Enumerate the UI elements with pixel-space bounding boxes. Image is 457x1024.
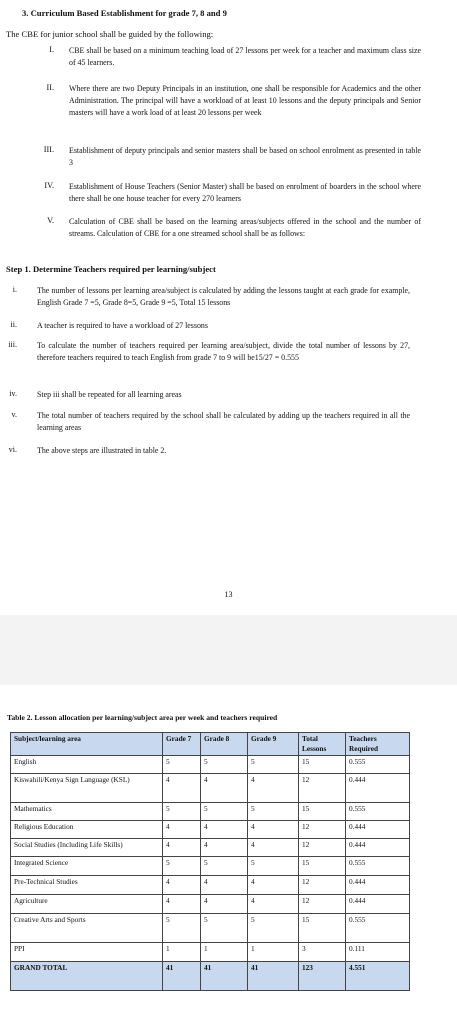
step-item-number: iv. [9,389,17,398]
step-title: Step 1. Determine Teachers required per learning/subject [6,264,216,274]
page-number: 13 [224,590,233,599]
grade7-cell: 4 [163,774,201,803]
column-header: Grade 8 [201,733,248,756]
grade7-cell: 4 [163,876,201,895]
grade8-total-cell: 41 [201,962,248,991]
table-title: Table 2. Lesson allocation per learning/subject area per week and teachers required [7,713,278,722]
table-header-row [11,733,410,756]
teachers-required-cell: 0.555 [346,803,410,821]
column-header: Teachers Required [346,733,410,756]
teachers-required-cell: 0.444 [346,774,410,803]
roman-item-text: CBE shall be based on a minimum teaching load of 27 lessons per week for a teacher and maximum class size of 45 learners. [69,46,421,68]
column-header: Total Lessons [299,733,346,756]
column-header: Subject/learning area [11,733,163,756]
roman-item-number: V. [47,216,54,225]
subject-cell: Agriculture [11,895,163,914]
total-lessons-cell: 12 [299,839,346,857]
roman-item-number: II. [46,83,54,92]
teachers-required-cell: 0.555 [346,914,410,943]
grade8-cell: 1 [201,943,248,962]
section-title: 3. Curriculum Based Establishment for grade 7, 8 and 9 [22,8,227,18]
roman-item-text: Establishment of deputy principals and senior masters shall be based on school enrolment as presented in table 3 [69,146,421,168]
grade8-cell: 4 [201,876,248,895]
teachers-required-cell: 0.555 [346,756,410,774]
grade9-total-cell: 41 [248,962,299,991]
step-item-text: A teacher is required to have a workload of 27 lessons [37,321,208,330]
step-item-number: iii. [8,340,17,349]
grade9-cell: 4 [248,821,299,839]
grade8-cell: 4 [201,839,248,857]
column-header: Grade 7 [163,733,201,756]
step-item-text: The number of lessons per learning area/subject is calculated by adding the lessons taught at each grade for example, English Grade 7 =5, Grade 8=5, Grade 9 =5, Total 15 lessons [37,286,410,308]
step-item-text: Step iii shall be repeated for all learning areas [37,390,182,399]
grade9-cell: 4 [248,774,299,803]
grade7-cell: 4 [163,839,201,857]
table-row [11,857,410,876]
step-item-number: ii. [10,320,17,329]
grade7-cell: 4 [163,895,201,914]
grade9-cell: 4 [248,839,299,857]
grade9-cell: 1 [248,943,299,962]
grade8-cell: 5 [201,756,248,774]
step-item-text: The above steps are illustrated in table 2. [37,446,167,455]
grade8-cell: 5 [201,914,248,943]
table-row [11,756,410,774]
grade8-cell: 4 [201,895,248,914]
grade7-total-cell: 41 [163,962,201,991]
grade9-cell: 5 [248,756,299,774]
teachers-required-total-cell: 4.551 [346,962,410,991]
lesson-allocation-table [10,732,410,991]
total-lessons-cell: 15 [299,857,346,876]
page-separator [0,615,457,685]
subject-cell: Integrated Science [11,857,163,876]
roman-item-text: Establishment of House Teachers (Senior Master) shall be based on enrolment of boarders in the school where there shall be one house teacher for every 270 learners [69,182,421,204]
table-row [11,876,410,895]
grade8-cell: 5 [201,857,248,876]
total-lessons-cell: 12 [299,895,346,914]
subject-cell: Creative Arts and Sports [11,914,163,943]
intro-text: The CBE for junior school shall be guided by the following: [6,29,214,39]
teachers-required-cell: 0.444 [346,895,410,914]
grade9-cell: 4 [248,895,299,914]
step-item-text: The total number of teachers required by the school shall be calculated by adding up the teachers required in all the learning areas [37,411,410,433]
subject-cell: Mathematics [11,803,163,821]
subject-cell: Pre-Technical Studies [11,876,163,895]
table-row [11,803,410,821]
grade7-cell: 4 [163,821,201,839]
total-lessons-cell: 12 [299,774,346,803]
grade9-cell: 5 [248,857,299,876]
subject-cell: Social Studies (Including Life Skills) [11,839,163,857]
step-item-number: v. [11,410,17,419]
total-lessons-cell: 15 [299,914,346,943]
total-lessons-cell: 15 [299,756,346,774]
table-row [11,839,410,857]
grade9-cell: 4 [248,876,299,895]
step-item-number: vi. [8,445,17,454]
table-row [11,895,410,914]
grand-total-label: GRAND TOTAL [11,962,163,991]
teachers-required-cell: 0.444 [346,821,410,839]
total-lessons-cell: 15 [299,803,346,821]
document-page-14 [0,685,457,1024]
teachers-required-cell: 0.111 [346,943,410,962]
subject-cell: English [11,756,163,774]
table-row [11,914,410,943]
grade9-cell: 5 [248,914,299,943]
grade7-cell: 5 [163,914,201,943]
grand-total-row [11,962,410,991]
roman-item-number: III. [43,145,54,154]
table-row [11,943,410,962]
subject-cell: PPI [11,943,163,962]
grade8-cell: 4 [201,821,248,839]
grade9-cell: 5 [248,803,299,821]
grade7-cell: 5 [163,803,201,821]
teachers-required-cell: 0.444 [346,839,410,857]
table-row [11,774,410,803]
roman-item-text: Where there are two Deputy Principals in an institution, one shall be responsible for Academics and the other Administration. The principal will have a workload of at least 10 lessons and the deputy principals and Senior masters will have a work load of at least 20 lessons per week [69,84,421,118]
grade8-cell: 5 [201,803,248,821]
grade7-cell: 1 [163,943,201,962]
roman-item-number: I. [49,45,54,54]
table-row [11,821,410,839]
column-header: Grade 9 [248,733,299,756]
subject-cell: Kiswahili/Kenya Sign Language (KSL) [11,774,163,803]
teachers-required-cell: 0.555 [346,857,410,876]
step-item-number: i. [12,285,17,294]
step-item-text: To calculate the number of teachers required per learning area/subject, divide the total number of lessons by 27, therefore teachers required to teach English from grade 7 to 9 will be15/27 = 0.555 [37,341,410,363]
roman-item-text: Calculation of CBE shall be based on the learning areas/subjects offered in the school and the number of streams. Calculation of CBE for a one streamed school shall be as follows: [69,217,421,239]
total-lessons-cell: 12 [299,821,346,839]
roman-item-number: IV. [44,181,54,190]
grade8-cell: 4 [201,774,248,803]
subject-cell: Religious Education [11,821,163,839]
grade7-cell: 5 [163,857,201,876]
total-lessons-cell: 12 [299,876,346,895]
total-lessons-total-cell: 123 [299,962,346,991]
grade7-cell: 5 [163,756,201,774]
teachers-required-cell: 0.444 [346,876,410,895]
total-lessons-cell: 3 [299,943,346,962]
